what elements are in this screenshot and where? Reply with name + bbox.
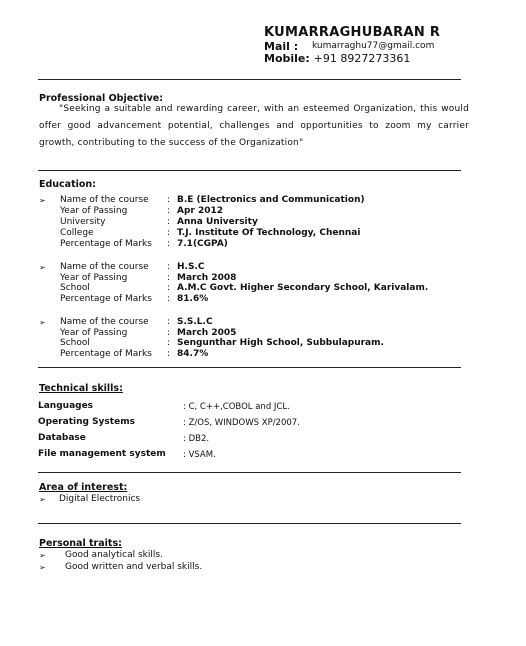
row-label: Year of Passing (60, 273, 128, 283)
row-colon: : (167, 273, 171, 283)
row-value: S.S.L.C (177, 317, 213, 327)
education-row (0, 239, 526, 250)
row-colon: : (167, 283, 171, 293)
row-colon: : (167, 317, 171, 327)
candidate-name: KUMARRAGHUBARAN R (264, 25, 441, 40)
row-label: Name of the course (60, 317, 149, 327)
bullet-arrow-icon: ➢ (39, 563, 46, 572)
row-value: A.M.C Govt. Higher Secondary School, Karivalam. (177, 283, 429, 293)
row-value: March 2005 (177, 328, 237, 338)
skill-value: : C, C++,COBOL and JCL. (183, 402, 290, 412)
skill-label: File management system (38, 449, 166, 459)
row-label: Year of Passing (60, 328, 128, 338)
interest-heading: Area of interest: (39, 482, 128, 493)
row-value: March 2008 (177, 273, 237, 283)
bullet-arrow-icon: ➢ (39, 263, 46, 272)
row-colon: : (167, 217, 171, 227)
education-row (0, 294, 526, 305)
row-colon: : (167, 228, 171, 238)
row-colon: : (167, 239, 171, 249)
bullet-arrow-icon: ➢ (39, 495, 46, 504)
mobile-line (264, 52, 410, 65)
technical-skills-heading: Technical skills: (39, 383, 123, 394)
mail-label: Mail : (264, 40, 299, 53)
education-row (0, 195, 526, 206)
education-row (0, 262, 526, 273)
bullet-arrow-icon: ➢ (39, 196, 46, 205)
mobile-label: Mobile: (264, 52, 310, 65)
row-colon: : (167, 338, 171, 348)
row-value: 7.1(CGPA) (177, 239, 228, 249)
education-row (0, 206, 526, 217)
education-row (0, 349, 526, 360)
divider (38, 79, 461, 80)
row-colon: : (167, 294, 171, 304)
row-colon: : (167, 206, 171, 216)
skill-value: : VSAM. (183, 450, 216, 460)
row-label: Year of Passing (60, 206, 128, 216)
row-label: Percentage of Marks (60, 239, 152, 249)
row-label: Name of the course (60, 195, 149, 205)
mobile-value: +91 8927273361 (313, 52, 411, 65)
row-value: Apr 2012 (177, 206, 224, 216)
trait-item: Good written and verbal skills. (65, 562, 203, 572)
skill-value: : DB2. (183, 434, 210, 444)
divider (38, 523, 461, 524)
row-colon: : (167, 262, 171, 272)
row-label: School (60, 283, 90, 293)
row-colon: : (167, 349, 171, 359)
row-label: Percentage of Marks (60, 349, 152, 359)
skill-label: Database (38, 433, 86, 443)
bullet-arrow-icon: ➢ (39, 551, 46, 560)
education-row (0, 228, 526, 239)
education-row (0, 217, 526, 228)
row-colon: : (167, 195, 171, 205)
trait-item: Good analytical skills. (65, 550, 163, 560)
row-colon: : (167, 328, 171, 338)
row-value: B.E (Electronics and Communication) (177, 195, 365, 205)
divider (38, 367, 461, 368)
skill-label: Languages (38, 401, 94, 411)
row-value: Anna University (177, 217, 258, 227)
row-value: Sengunthar High School, Subbulapuram. (177, 338, 384, 348)
row-label: School (60, 338, 90, 348)
row-label: College (60, 228, 94, 238)
row-label: Percentage of Marks (60, 294, 152, 304)
bullet-arrow-icon: ➢ (39, 318, 46, 327)
education-heading: Education: (39, 179, 96, 190)
mail-value[interactable]: kumarraghu77@gmail.com (312, 41, 435, 51)
objective-heading: Professional Objective: (39, 93, 164, 104)
education-row (0, 317, 526, 328)
education-row (0, 338, 526, 349)
traits-heading: Personal traits: (39, 538, 122, 549)
divider (38, 472, 461, 473)
row-value: T.J. Institute Of Technology, Chennai (177, 228, 361, 238)
skill-value: : Z/OS, WINDOWS XP/2007. (183, 418, 300, 428)
row-label: Name of the course (60, 262, 149, 272)
row-value: 81.6% (177, 294, 209, 304)
row-label: University (60, 217, 106, 227)
education-row (0, 283, 526, 294)
interest-item: Digital Electronics (59, 494, 141, 504)
skill-label: Operating Systems (38, 417, 135, 427)
divider (38, 170, 461, 171)
row-value: H.S.C (177, 262, 205, 272)
objective-text: "Seeking a suitable and rewarding career, with an esteemed Organization, this would offer good advancement potential, challenges and opportunities to zoom my carrier growth, contributing to the success of the Organization" (39, 104, 469, 148)
row-value: 84.7% (177, 349, 209, 359)
